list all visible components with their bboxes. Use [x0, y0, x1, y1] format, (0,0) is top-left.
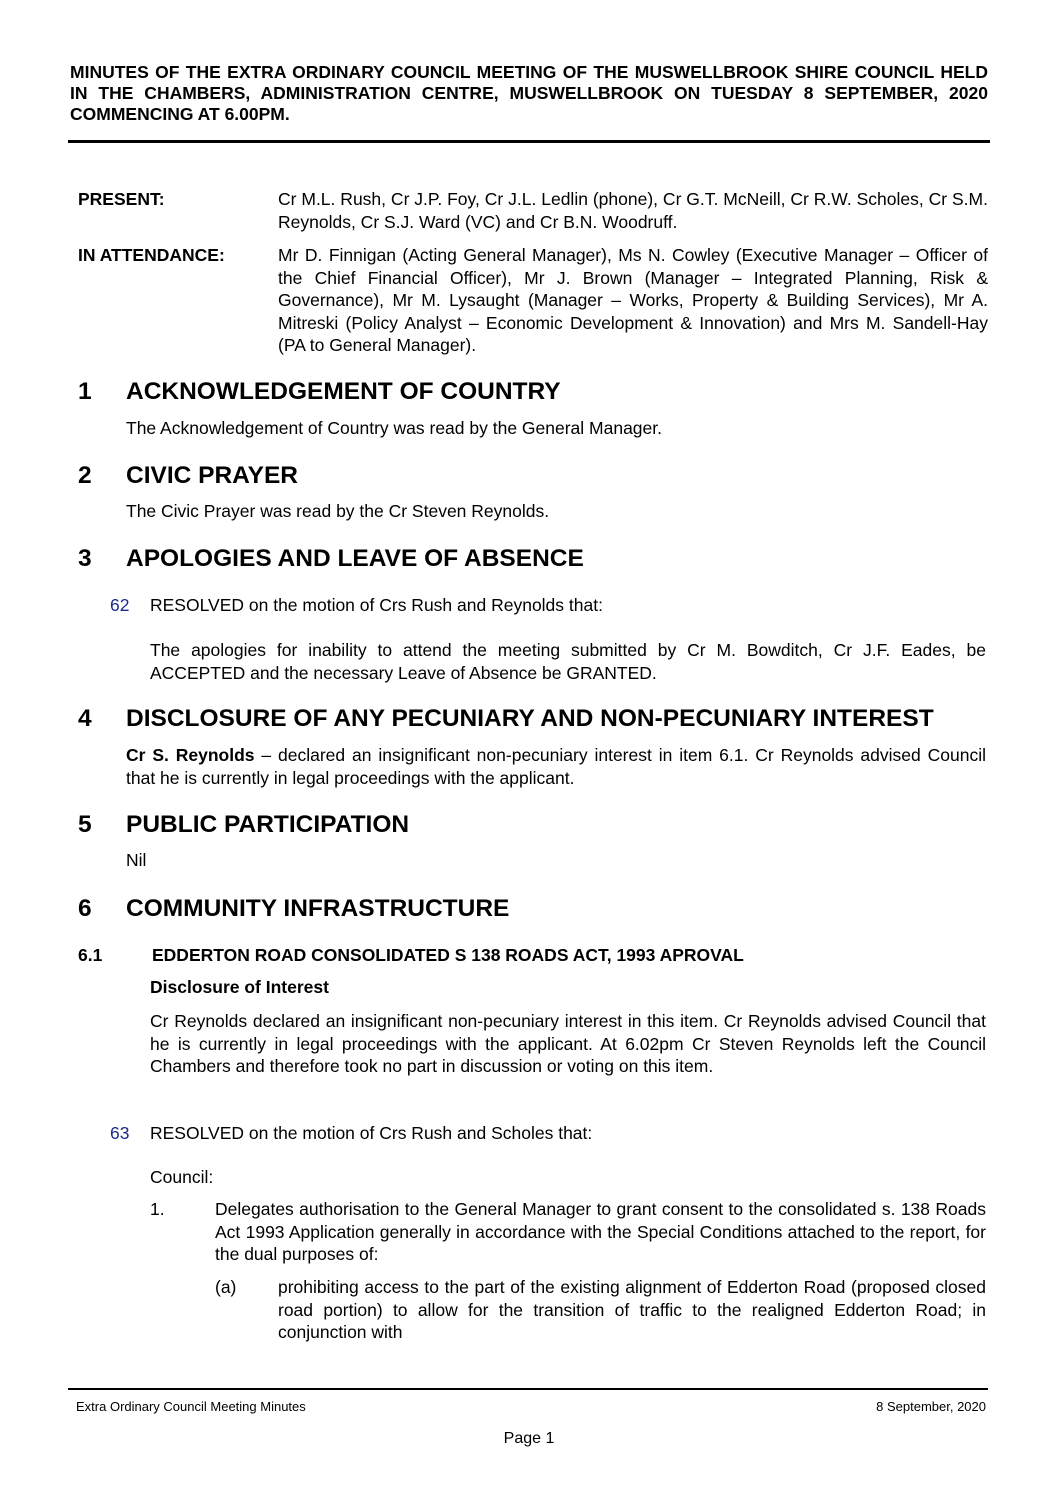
footer-date: 8 September, 2020: [876, 1399, 986, 1414]
point-1-text: Delegates authorisation to the General Manager to grant consent to the consolidated s. 138 Roads Act 1993 Application generally in accordance with the Special Conditions attached to the report, for the dual purposes of:: [215, 1199, 986, 1264]
resolution-number: 62: [110, 595, 130, 615]
item-title: EDDERTON ROAD CONSOLIDATED S 138 ROADS ACT, 1993 APROVAL: [152, 945, 744, 965]
present-block: [78, 188, 988, 233]
point-a-text: prohibiting access to the part of the existing alignment of Edderton Road (proposed closed road portion) to allow for the transition of traffic to the realigned Edderton Road; in conjunction with: [278, 1277, 986, 1342]
council-label: Council:: [150, 1167, 214, 1187]
section-title: DISCLOSURE OF ANY PECUNIARY AND NON-PECUNIARY INTEREST: [126, 705, 934, 732]
point-a-number: (a): [215, 1277, 237, 1297]
section-1-body: The Acknowledgement of Country was read by the General Manager.: [126, 418, 662, 438]
resolution-number: 63: [110, 1123, 130, 1143]
section-title: PUBLIC PARTICIPATION: [126, 811, 410, 838]
section-title: CIVIC PRAYER: [126, 462, 299, 489]
section-number: 2: [78, 462, 92, 489]
section-number: 1: [78, 378, 92, 405]
section-5-body: Nil: [126, 850, 147, 870]
section-number: 5: [78, 811, 92, 838]
item-number: 6.1: [78, 945, 103, 965]
section-number: 3: [78, 545, 92, 572]
disclosure-text: – declared an insignificant non-pecuniary interest in item 6.1. Cr Reynolds advised Council that he is currently in legal proceedings with the applicant.: [126, 745, 986, 788]
footer-divider: [68, 1388, 988, 1390]
title-divider: [68, 140, 990, 143]
point-1-number: 1.: [150, 1199, 165, 1219]
attendance-label: IN ATTENDANCE:: [78, 245, 225, 265]
present-text: Cr M.L. Rush, Cr J.P. Foy, Cr J.L. Ledlin (phone), Cr G.T. McNeill, Cr R.W. Scholes, Cr S.M. Reynolds, Cr S.J. Ward (VC) and Cr B.N. Woodruff.: [278, 189, 988, 232]
section-title: ACKNOWLEDGEMENT OF COUNTRY: [126, 378, 561, 405]
attendance-text: Mr D. Finnigan (Acting General Manager), Ms N. Cowley (Executive Manager – Officer of the Chief Financial Officer), Mr J. Brown (Manager – Integrated Planning, Risk & Governance), Mr M. Lysaught (Manager – Works, Property & Building Services), Mr A. Mitreski (Policy Analyst – Economic Development & Innovation) and Mrs M. Sandell-Hay (PA to General Manager).: [278, 245, 988, 355]
page-number: Page 1: [503, 1430, 555, 1447]
section-title: COMMUNITY INFRASTRUCTURE: [126, 895, 510, 922]
section-2-body: The Civic Prayer was read by the Cr Steven Reynolds.: [126, 501, 550, 521]
document-title: MINUTES OF THE EXTRA ORDINARY COUNCIL MEETING OF THE MUSWELLBROOK SHIRE COUNCIL HELD IN THE CHAMBERS, ADMINISTRATION CENTRE, MUSWELLBROOK ON TUESDAY 8 SEPTEMBER, 2020 COMMENCING AT 6.00PM.: [70, 62, 988, 124]
councillor-name: Cr S. Reynolds: [126, 745, 255, 765]
resolution-body: The apologies for inability to attend the meeting submitted by Cr M. Bowditch, Cr J.F. Eades, be ACCEPTED and the necessary Leave of Absence be GRANTED.: [150, 640, 986, 683]
section-4-body: [126, 744, 986, 789]
section-title: APOLOGIES AND LEAVE OF ABSENCE: [126, 545, 584, 572]
section-number: 4: [78, 705, 92, 732]
section-number: 6: [78, 895, 92, 922]
resolution-text: RESOLVED on the motion of Crs Rush and Reynolds that:: [150, 595, 603, 615]
disclosure-subheading: Disclosure of Interest: [150, 977, 329, 997]
resolution-text: RESOLVED on the motion of Crs Rush and Scholes that:: [150, 1123, 593, 1143]
attendance-block: [78, 244, 988, 357]
disclosure-paragraph: Cr Reynolds declared an insignificant non-pecuniary interest in this item. Cr Reynolds advised Council that he is currently in legal proceedings with the applicant. At 6.02pm Cr Steven Reynolds left the Council Chambers and therefore took no part in discussion or voting on this item.: [150, 1011, 986, 1076]
present-label: PRESENT:: [78, 189, 165, 209]
footer-document-name: Extra Ordinary Council Meeting Minutes: [76, 1399, 306, 1414]
